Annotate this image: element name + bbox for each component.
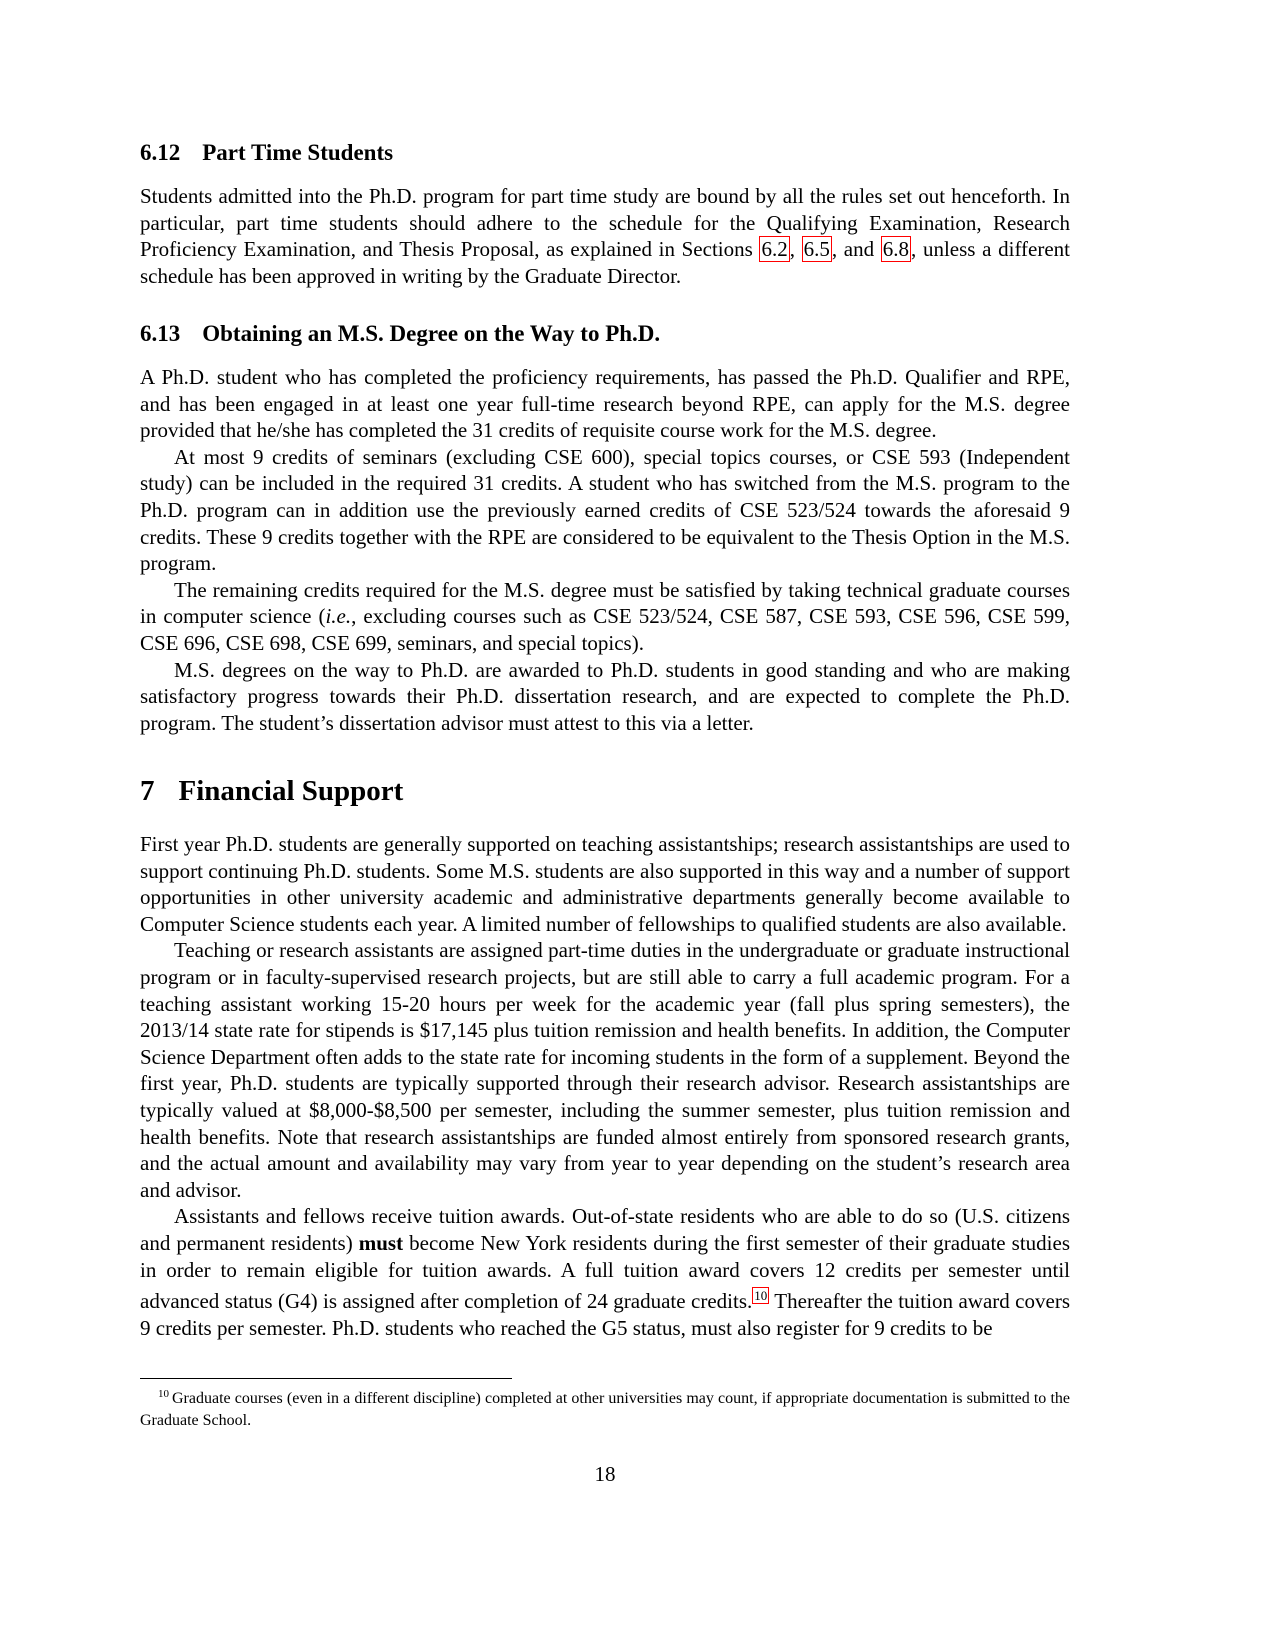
section-6-13-body	[140, 364, 1070, 736]
paragraph: A Ph.D. student who has completed the proficiency requirements, has passed the Ph.D. Qualifier and RPE, and has been engaged in at least one year full-time research beyond RPE, can apply for the M.S. degree provided that he/she has completed the 31 credits of requisite course work for the M.S. degree.	[140, 365, 1070, 443]
footnote-text: Graduate courses (even in a different discipline) completed at other universities may count, if appropriate documentation is submitted to the Graduate School.	[140, 1390, 1070, 1429]
paragraph: At most 9 credits of seminars (excluding CSE 600), special topics courses, or CSE 593 (Independent study) can be included in the required 31 credits. A student who has switched from the M.S. program to the Ph.D. program can in addition use the previously earned credits of CSE 523/524 towards the aforesaid 9 credits. These 9 credits together with the RPE are considered to be equivalent to the Thesis Option in the M.S. program.	[140, 444, 1070, 576]
paragraph: Students admitted into the Ph.D. program for part time study are bound by all the rules set out henceforth. In particular, part time students should adhere to the schedule for the Qualifying Examination, Research Proficiency Examination, and Thesis Proposal, as explained in Sections 6.2, 6.5, and 6.8, unless a different schedule has been approved in writing by the Graduate Director.	[140, 184, 1071, 288]
paragraph: M.S. degrees on the way to Ph.D. are awarded to Ph.D. students in good standing and who are making satisfactory progress towards their Ph.D. dissertation research, and are expected to complete the Ph.D. program. The student’s dissertation advisor must attest to this via a letter.	[140, 657, 1070, 735]
section-title: Financial Support	[178, 775, 404, 807]
section-6-12-heading	[140, 140, 393, 166]
paragraph: The remaining credits required for the M.S. degree must be satisfied by taking technical graduate courses in computer science (i.e., excluding courses such as CSE 523/524, CSE 587, CSE 593, CSE 596, CSE 599, CSE 696, CSE 698, CSE 699, seminars, and special topics).	[140, 577, 1070, 655]
section-link-6-8[interactable]: 6.8	[882, 237, 910, 262]
section-number: 6.13	[140, 321, 181, 346]
section-6-13-heading	[140, 321, 660, 347]
section-number: 7	[140, 775, 155, 807]
section-7-heading	[140, 775, 403, 808]
section-title: Obtaining an M.S. Degree on the Way to Ph.D.	[202, 321, 661, 346]
section-title: Part Time Students	[202, 140, 394, 165]
footnote-link-10[interactable]: 10	[754, 1288, 768, 1304]
paragraph: Assistants and fellows receive tuition awards. Out-of-state residents who are able to do so (U.S. citizens and permanent residents) must become New York residents during the first semester of their graduate studies in order to remain eligible for tuition awards. A full tuition award covers 12 credits per semester until advanced status (G4) is assigned after completion of 24 graduate credits. $^{10}$ Thereafter the tuition award covers 9 credits per semester. Ph.D. students who reached the G5 status, must also register for 9 credits to be	[140, 1204, 1070, 1340]
section-link-6-2[interactable]: 6.2	[761, 237, 788, 262]
footnote-divider	[140, 1378, 512, 1379]
section-number: 6.12	[140, 140, 181, 165]
footnote	[140, 1383, 1070, 1432]
page-number: 18	[594, 1462, 616, 1486]
paragraph: Teaching or research assistants are assigned part-time duties in the undergraduate or graduate instructional program or in faculty-supervised research projects, but are still able to carry a full academic program. For a teaching assistant working 15-20 hours per week for the academic year (fall plus spring semesters), the 2013/14 state rate for stipends is $17,145 plus tuition remission and health benefits. In addition, the Computer Science Department often adds to the state rate for incoming students in the form of a supplement. Beyond the first year, Ph.D. students are typically supported through their research advisor. Research assistantships are typically valued at $8,000-$8,500 per semester, including the summer semester, plus tuition remission and health benefits. Note that research assistantships are funded almost entirely from sponsored research grants, and the actual amount and availability may vary from year to year depending on the student’s research area and advisor.	[140, 938, 1070, 1202]
section-6-12-body	[140, 183, 1070, 289]
section-link-6-5[interactable]: 6.5	[803, 237, 830, 262]
footnote-mark: 10	[158, 1388, 169, 1400]
paragraph: First year Ph.D. students are generally supported on teaching assistantships; research assistantships are used to support continuing Ph.D. students. Some M.S. students are also supported in this way and a number of support opportunities in other university academic and administrative departments generally become available to Computer Science students each year. A limited number of fellowships to qualified students are also available.	[140, 832, 1070, 936]
section-7-body	[140, 831, 1070, 1341]
